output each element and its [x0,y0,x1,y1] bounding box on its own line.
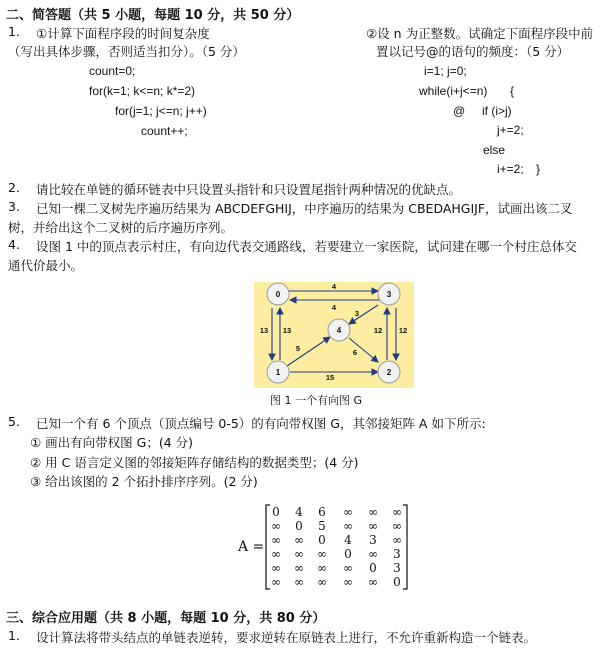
code-line: else [483,143,506,157]
matrix-cell: 0 [369,561,377,575]
code-line: i+=2; [497,162,524,176]
s3-q1-text: 设计算法将带头结点的单链表逆转，要求逆转在原链表上进行，不允许重新构造一个链表。 [36,630,537,645]
q5-sub-2: ② 用 C 语言定义图的邻接矩阵存储结构的数据类型；(4 分) [30,455,359,470]
matrix-cell: ∞ [294,561,304,575]
q1-left-text-1: ①计算下面程序段的时间复杂度 [36,26,210,41]
code-line: if (i>j) [482,104,512,118]
matrix-cell: ∞ [392,505,402,519]
code-line: @ [453,104,466,118]
matrix-cell: ∞ [294,533,304,547]
q1-left-text-2: （写出具体步骤，否则适当扣分）。（5 分） [8,44,245,59]
matrix-brackets [266,505,407,589]
q2-text: 请比较在单链的循环链表中只设置头指针和只设置尾指针两种情况的优缺点。 [36,182,462,197]
matrix-label: A = [238,539,265,555]
matrix-left-bracket [266,505,270,589]
code-line: } [536,162,541,176]
adjacency-matrix [264,503,409,591]
code-line: { [510,84,515,98]
matrix-cell: ∞ [294,575,304,589]
code-line: while(i+j<=n) [419,84,488,98]
code-line: j+=2; [497,123,524,137]
edge-label: 5 [295,344,301,353]
matrix-cell: ∞ [343,519,353,533]
figure-caption: 图 1 一个有向图 G [270,394,363,407]
edge-label: 13 [259,326,269,335]
node-label: 1 [275,368,281,377]
node-label: 2 [386,368,392,377]
matrix-cell: ∞ [392,519,402,533]
matrix-right-bracket [403,505,407,589]
node-label: 3 [386,290,392,299]
q3-text-2: 树，并给出这个二叉树的后序遍历序列。 [8,220,234,235]
q1-right-text-2: 置以记号@的语句的频度：（5 分） [376,44,570,59]
node-label: 0 [275,290,281,299]
question-number: 5. [8,414,20,429]
graph-svg [254,282,414,388]
matrix-cell: 0 [393,575,401,589]
matrix-svg [264,503,409,591]
edge-label: 12 [398,326,408,335]
section-heading: 三、综合应用题（共 8 小题，每题 10 分，共 80 分） [6,611,326,626]
question-number: 1. [8,628,20,643]
q1-right-text-1: ②设 n 为正整数。试确定下面程序段中前 [366,26,594,41]
matrix-cell: ∞ [317,561,327,575]
question-number: 1. [8,24,20,39]
matrix-cell: 0 [272,505,280,519]
matrix-cell: ∞ [368,575,378,589]
matrix-cell: ∞ [271,533,281,547]
edge-label: 12 [373,326,383,335]
question-number: 2. [8,180,20,195]
matrix-cell: ∞ [294,547,304,561]
code-line: for(j=1; j<=n; j++) [115,104,207,118]
matrix-cell: ∞ [368,519,378,533]
code-line: for(k=1; k<=n; k*=2) [89,84,196,98]
q5-text: 已知一个有 6 个顶点（顶点编号 0-5）的有向带权图 G，其邻接矩阵 A 如下所示: [36,416,486,431]
matrix-cell: ∞ [317,575,327,589]
question-number: 4. [8,237,20,252]
node-label: 4 [336,326,342,335]
matrix-cell: 3 [393,547,401,561]
directed-graph-figure [254,282,414,388]
matrix-cell: 4 [344,533,352,547]
edge-label: 3 [354,309,360,318]
matrix-cells [271,505,402,589]
q5-sub-1: ① 画出有向带权图 G；(4 分) [30,435,194,450]
edge-label: 6 [352,348,358,357]
edge-label: 4 [331,303,337,312]
code-line: i=1; j=0; [424,64,467,78]
edge-label: 4 [331,282,337,291]
q4-text-2: 通代价最小。 [8,258,84,273]
matrix-cell: 4 [295,505,303,519]
matrix-cell: ∞ [343,561,353,575]
edge-label: 13 [282,326,292,335]
matrix-cell: ∞ [392,533,402,547]
matrix-cell: ∞ [343,575,353,589]
code-line: count=0; [89,64,136,78]
q4-text-1: 设图 1 中的顶点表示村庄，有向边代表交通路线，若要建立一家医院，试问建在哪一个村庄总体交 [36,239,577,254]
matrix-cell: 6 [318,505,326,519]
matrix-cell: 0 [318,533,326,547]
matrix-cell: ∞ [271,547,281,561]
q5-sub-3: ③ 给出该图的 2 个拓扑排序序列。(2 分) [30,474,258,489]
section-heading: 二、简答题（共 5 小题，每题 10 分，共 50 分） [6,8,300,23]
matrix-cell: ∞ [271,519,281,533]
matrix-cell: ∞ [271,575,281,589]
matrix-cell: ∞ [368,505,378,519]
matrix-cell: ∞ [343,505,353,519]
matrix-cell: 5 [318,519,326,533]
matrix-cell: 3 [369,533,377,547]
q3-text-1: 已知一棵二叉树先序遍历结果为 ABCDEFGHIJ，中序遍历的结果为 CBEDAHGIJF，试画出该二叉 [36,201,573,216]
question-number: 3. [8,199,20,214]
matrix-cell: ∞ [271,561,281,575]
edge-label: 15 [325,373,335,382]
matrix-cell: ∞ [317,547,327,561]
matrix-cell: 0 [344,547,352,561]
matrix-cell: ∞ [368,547,378,561]
matrix-cell: 3 [393,561,401,575]
code-line: count++; [141,124,188,138]
matrix-cell: 0 [295,519,303,533]
